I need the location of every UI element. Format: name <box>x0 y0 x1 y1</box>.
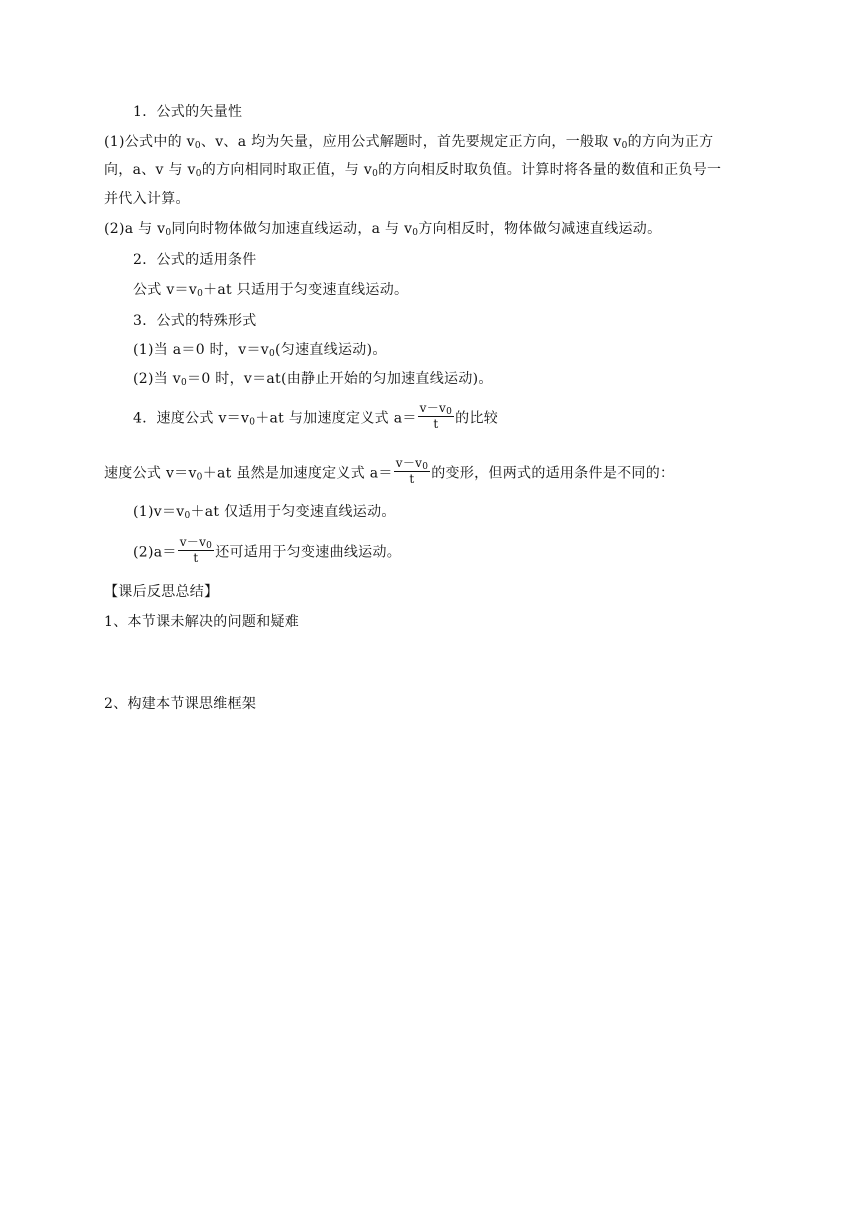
section1-title: 1．公式的矢量性 <box>133 104 243 120</box>
section1-paragraph1-line3: 并代入计算。 <box>104 191 190 207</box>
section4-paragraph: 速度公式 $v=v_0+at$ 虽然是加速度定义式 a＝ $\frac{v-v_0}{t}$ 的变形，但两式的适用条件是不同的： <box>104 456 675 486</box>
acceleration-fraction: $\frac{v-v_0}{t}$ <box>395 456 429 486</box>
section2-text: 公式 $v=v_0+at$ 只适用于匀变速直线运动。 <box>133 282 409 299</box>
section3-item1: (1)当 a＝0 时，$v=v_0$(匀速直线运动)。 <box>133 342 387 359</box>
section3-title: 3．公式的特殊形式 <box>133 313 257 329</box>
section4-item2: (2)a＝ $\frac{v-v_0}{t}$ 还可适用于匀变速曲线运动。 <box>133 535 402 565</box>
acceleration-fraction: $\frac{v-v_0}{t}$ <box>419 401 453 431</box>
reflection-question2: 2、构建本节课思维框架 <box>104 696 257 712</box>
acceleration-fraction: $\frac{v-v_0}{t}$ <box>179 535 213 565</box>
section1-paragraph2: (2)a 与 $v_0$同向时物体做匀加速直线运动，a 与 $v_0$方向相反时，物体做匀减速直线运动。 <box>104 221 662 238</box>
section1-paragraph1-line2: 向，a、v 与 $v_0$的方向相同时取正值，与 $v_0$的方向相反时取负值。计算时将各量的数值和正负号一 <box>104 162 722 179</box>
section4-item1: $(1)v=v_0+at$ 仅适用于匀变速直线运动。 <box>133 504 396 521</box>
reflection-question1: 1、本节课未解决的问题和疑难 <box>104 614 300 630</box>
section2-title: 2．公式的适用条件 <box>133 252 257 268</box>
section1-paragraph1-line1: (1)公式中的 $v_0$、v、a 均为矢量，应用公式解题时，首先要规定正方向，一般取 $v_0$的方向为正方 <box>104 134 714 151</box>
section3-item2: (2)当 $v_0=0$ 时，v＝at(由静止开始的匀加速直线运动)。 <box>133 371 493 388</box>
reflection-title: 【课后反思总结】 <box>104 584 219 600</box>
section4-title: 4．速度公式 $v=v_0+at$ 与加速度定义式 a＝ $\frac{v-v_0}{t}$ 的比较 <box>133 401 499 431</box>
